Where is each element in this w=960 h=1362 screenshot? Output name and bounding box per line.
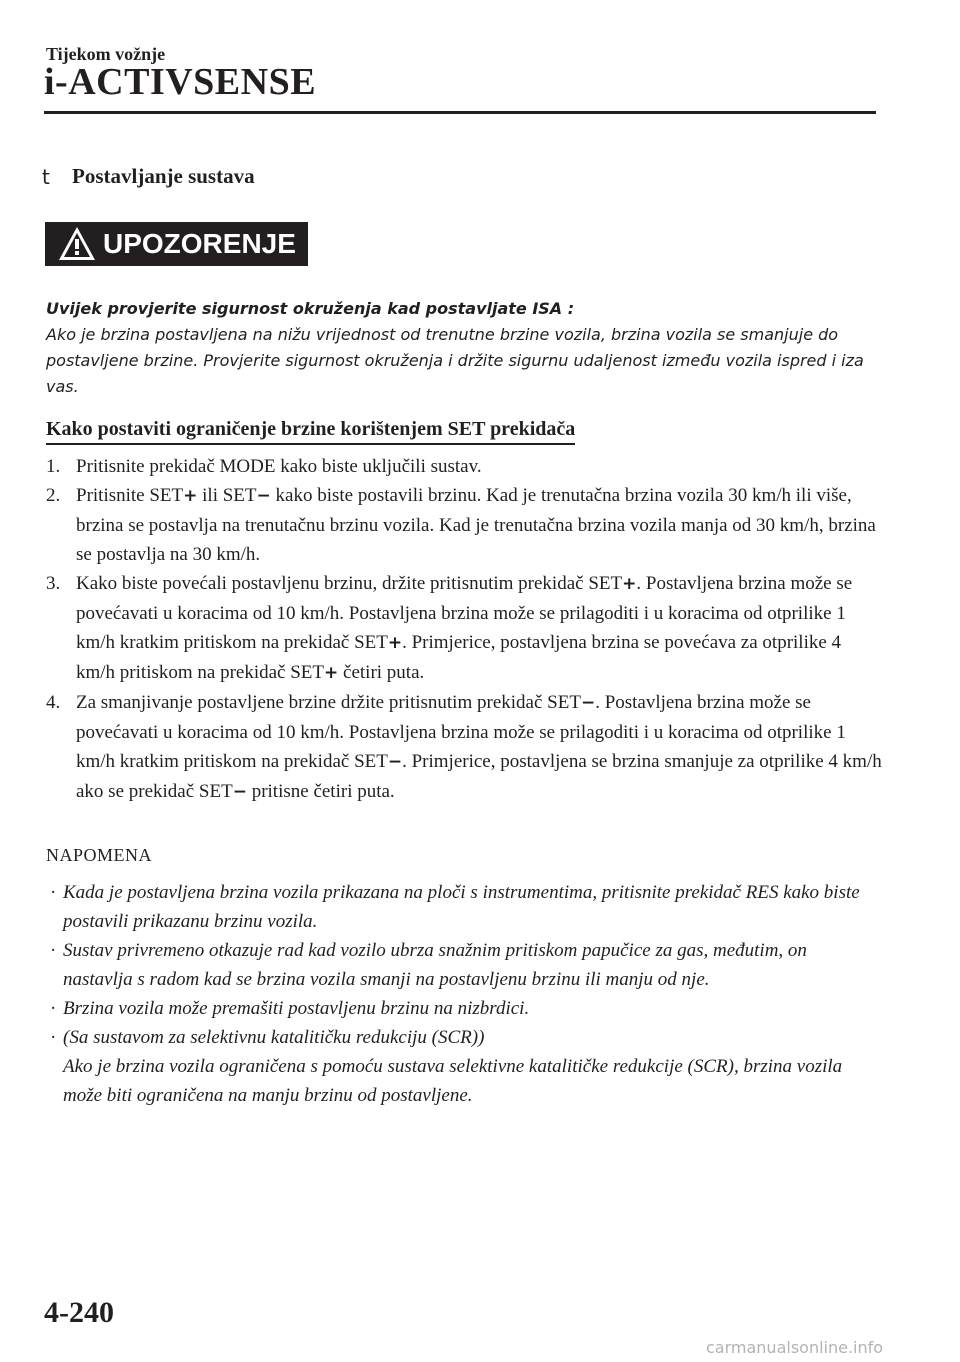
step-item (46, 452, 884, 481)
subsection-marker: t (42, 164, 50, 189)
note-text: (Sa sustavom za selektivnu katalitičku redukciju (SCR)) Ako je brzina vozila ograničena s pomoću sustava selektivne katalitičke redukcije (SCR), brzina vozila može biti ograničena na manju brzinu od postavljene. (63, 1027, 843, 1106)
step-text: kako biste postavili brzinu. Kad je trenutačna brzina vozila 30 km/h ili više, brzina se postavlja na trenutačnu brzinu vozila. Kad je trenutačna brzina vozila manja od 30 km/h, brzina se postavlja na 30 km/h. (76, 485, 876, 565)
note-item (46, 994, 876, 1023)
step-text: Pritisnite prekidač MODE kako biste uključili sustav. (76, 456, 482, 477)
bullet-icon: · (50, 1027, 57, 1048)
section-title: i-ACTIVSENSE (44, 61, 317, 103)
bullet-icon: · (50, 940, 57, 961)
step-text: Za smanjivanje postavljene brzine držite pritisnutim prekidač SET (76, 692, 581, 713)
step-text: Pritisnite SET (76, 485, 184, 506)
step-text: četiri puta. (338, 662, 425, 683)
note-title: NAPOMENA (46, 845, 153, 865)
plus-icon: + (387, 633, 403, 653)
note-item (46, 1023, 876, 1110)
chapter-title: Tijekom vožnje (46, 44, 166, 64)
bullet-icon: · (50, 882, 57, 903)
warning-label: UPOZORENJE (103, 228, 296, 259)
minus-icon: − (256, 486, 271, 506)
step-item (46, 481, 884, 569)
procedure-steps (46, 452, 884, 807)
subsection-heading (42, 164, 255, 189)
note-item (46, 936, 876, 994)
header-rule (44, 111, 876, 114)
step-item (46, 569, 884, 688)
warning-triangle-icon (57, 224, 97, 264)
minus-icon: − (387, 752, 403, 772)
note-text: Sustav privremeno otkazuje rad kad vozilo ubrza snažnim pritiskom papučice za gas, međutim, on nastavlja s radom kad se brzina vozila smanji na postavljenu brzinu ili manju od nje. (63, 940, 807, 990)
step-text: Kako biste povećali postavljenu brzinu, držite pritisnutim prekidač SET (76, 573, 623, 594)
step-text: . Primjerice, postavljena brzina se povećava za otprilike 4 km/h pritiskom na prekidač SET (76, 632, 842, 683)
minus-icon: − (580, 693, 596, 713)
warning-body: Ako je brzina postavljena na nižu vrijednost od trenutne brzine vozila, brzina vozila se smanjuje do postavljene brzine. Provjerite sigurnost okruženja i držite sigurnu udaljenost između vozila ispred i iza vas. (46, 325, 864, 396)
minus-icon: − (232, 782, 247, 802)
step-number: 2. (46, 485, 61, 506)
warning-badge (45, 222, 308, 266)
plus-icon: + (324, 663, 339, 683)
step-text: . Postavljena brzina može se povećavati u koracima od 10 km/h. Postavljena brzina može se prilagoditi i u koracima od otprilike 1 km/h kratkim pritiskom na prekidač SET (76, 573, 853, 653)
procedure-heading: Kako postaviti ograničenje brzine korištenjem SET prekidača (46, 418, 575, 445)
step-text: . Primjerice, postavljena se brzina smanjuje za otprilike 4 km/h ako se prekidač SET (76, 751, 882, 802)
warning-heading: Uvijek provjerite sigurnost okruženja kad postavljate ISA : (46, 299, 575, 318)
note-text: Brzina vozila može premašiti postavljenu brzinu na nizbrdici. (63, 998, 530, 1019)
subsection-title: Postavljanje sustava (72, 164, 255, 188)
step-text: . Postavljena brzina može se povećavati u koracima od 10 km/h. Postavljena brzina može se prilagoditi i u koracima od otprilike 1 km/h kratkim pritiskom na prekidač SET (76, 692, 846, 772)
note-text: Kada je postavljena brzina vozila prikazana na ploči s instrumentima, pritisnite prekidač RES kako biste postavili prikazanu brzinu vozila. (63, 882, 860, 932)
step-text: ili SET (197, 485, 257, 506)
plus-icon: + (183, 486, 198, 506)
plus-icon: + (622, 574, 637, 594)
bullet-icon: · (50, 998, 57, 1019)
warning-text (46, 296, 876, 400)
step-text: pritisne četiri puta. (246, 781, 395, 802)
note-list (46, 878, 876, 1110)
step-number: 1. (46, 456, 61, 477)
watermark: carmanualsonline.info (706, 1338, 884, 1357)
step-number: 3. (46, 573, 61, 594)
step-item (46, 688, 884, 807)
step-number: 4. (46, 692, 61, 713)
note-item (46, 878, 876, 936)
page-number: 4-240 (44, 1296, 114, 1329)
